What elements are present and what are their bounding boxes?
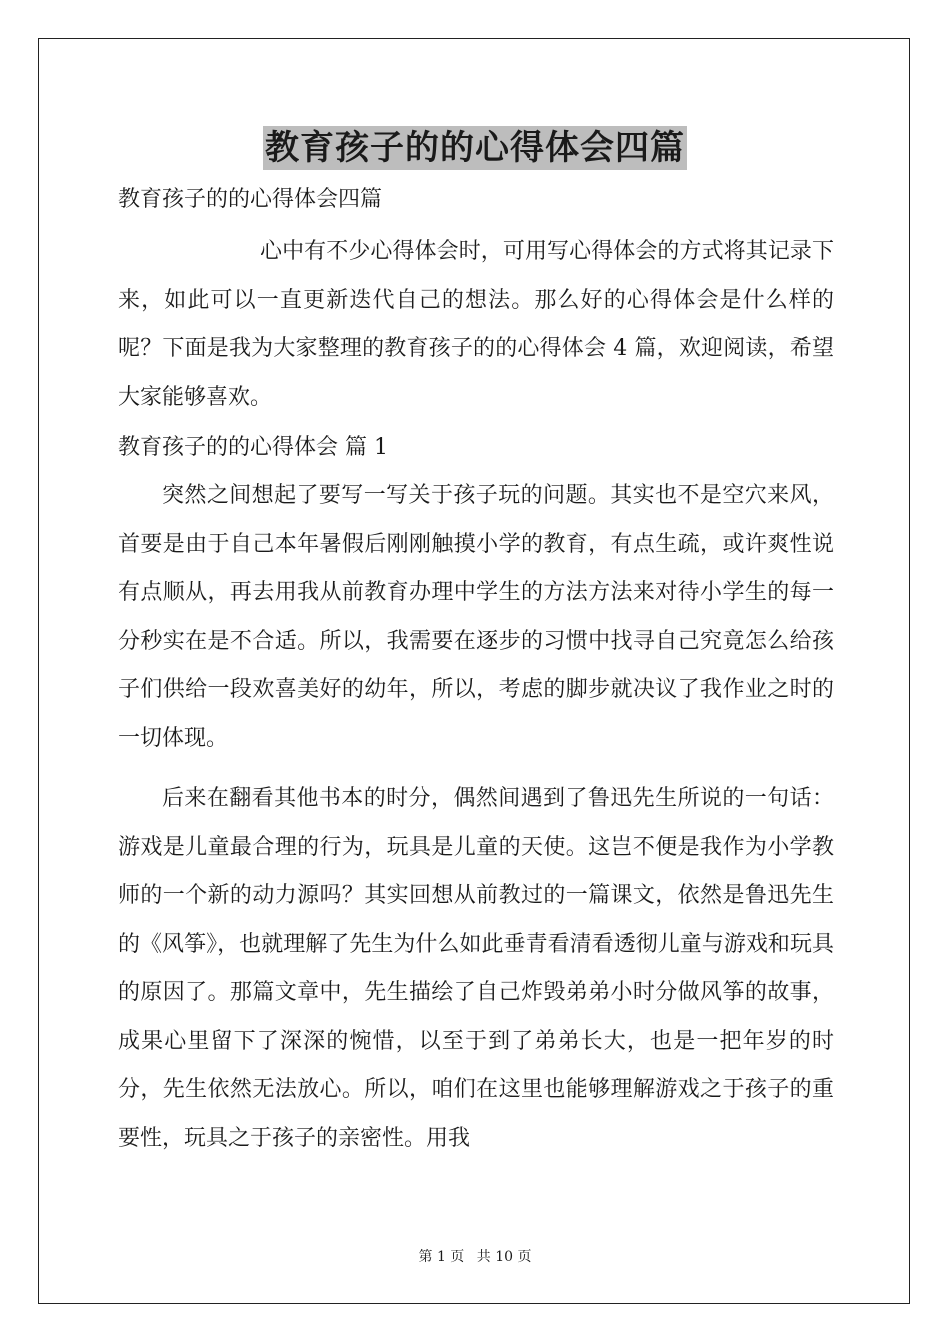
document-body: [118, 176, 834, 1163]
document-title: 教育孩子的的心得体会四篇: [265, 128, 685, 168]
page-total: 共 10 页: [476, 1249, 532, 1265]
document-subtitle: 教育孩子的的心得体会四篇: [118, 187, 383, 212]
title-container: [0, 126, 950, 170]
page-number: 第 1 页: [418, 1249, 465, 1265]
body-paragraph-1: 突然之间想起了要写一写关于孩子玩的问题。其实也不是空穴来风，首要是由于自己本年暑假后刚刚触摸小学的教育，有点生疏，或许爽性说有点顺从，再去用我从前教育办理中学生的方法方法来对待小学生的每一分秒实在是不合适。所以，我需要在逐步的习惯中找寻自己究竟怎么给孩子们供给一段欢喜美好的幼年，所以，考虑的脚步就决议了我作业之时的一切体现。: [118, 483, 834, 751]
section-heading: 教育孩子的的心得体会 篇 1: [118, 435, 388, 460]
page-footer: [0, 1248, 950, 1266]
intro-paragraph: 心中有不少心得体会时，可用写心得体会的方式将其记录下来，如此可以一直更新迭代自己的想法。那么好的心得体会是什么样的呢？下面是我为大家整理的教育孩子的的心得体会 4 篇，欢迎阅读，希望大家能够喜欢。: [118, 239, 834, 410]
body-paragraph-2: 后来在翻看其他书本的时分，偶然间遇到了鲁迅先生所说的一句话：游戏是儿童最合理的行为，玩具是儿童的天使。这岂不便是我作为小学教师的一个新的动力源吗？其实回想从前教过的一篇课文，依然是鲁迅先生的《风筝》，也就理解了先生为什么如此垂青看清看透彻儿童与游戏和玩具的原因了。那篇文章中，先生描绘了自己炸毁弟弟小时分做风筝的故事，成果心里留下了深深的惋惜，以至于到了弟弟长大，也是一把年岁的时分，先生依然无法放心。所以，咱们在这里也能够理解游戏之于孩子的重要性，玩具之于孩子的亲密性。用我: [118, 786, 834, 1151]
